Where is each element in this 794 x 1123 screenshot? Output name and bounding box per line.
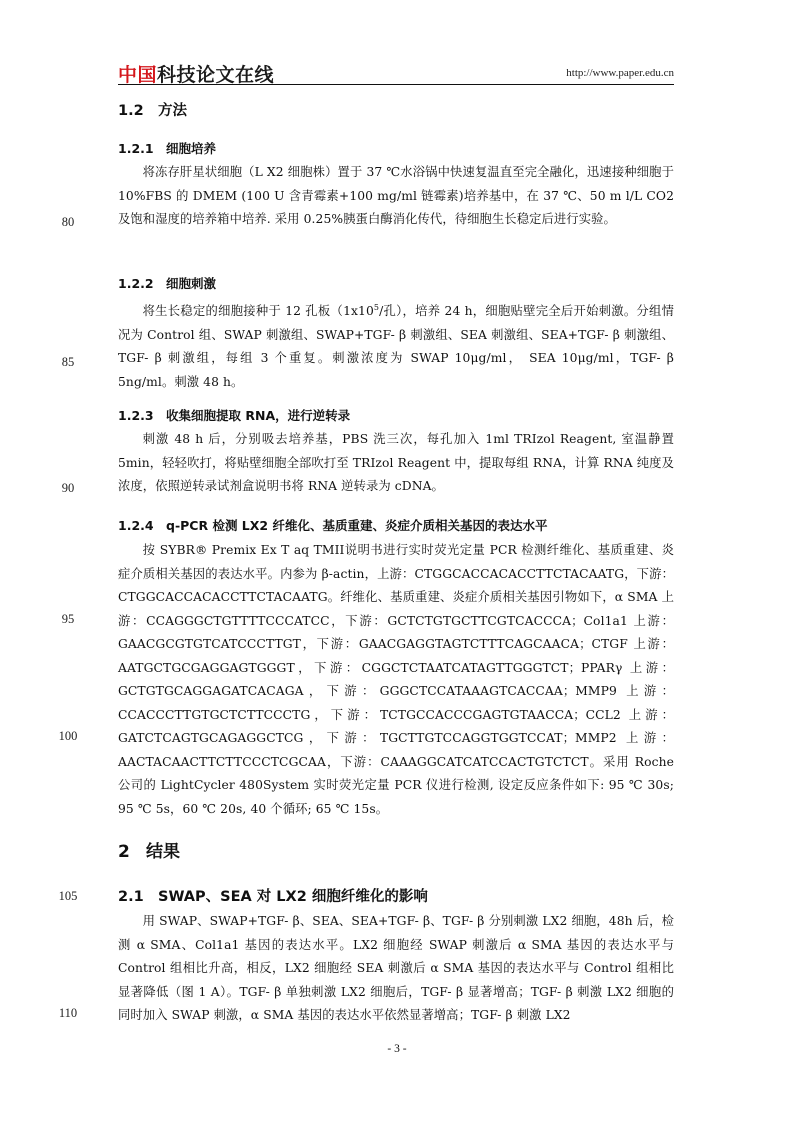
subsection-heading-2-1: 2.1 SWAP、SEA 对 LX2 细胞纤维化的影响 — [118, 889, 428, 905]
line-number: 95 — [61, 612, 75, 626]
paragraph-cell-stimulation: 将生长稳定的细胞接种于 12 孔板（$1x10^5/$孔），培养 24 h，细胞贴壁完全后开始刺激。分组情况为 Control 组、SWAP 刺激组、SWAP+TGF- β 刺激组、SEA 刺激组、SEA+TGF- β 刺激组、TGF- β 刺激组，每组 3 个重复。刺激浓度为 SWAP 10μg/ml， SEA 10μg/ml，TGF- β 5ng/ml。刺激 48 h。 — [118, 303, 674, 389]
subsection-heading-1-2-1: 1.2.1 细胞培养 — [118, 141, 217, 156]
paragraph-results-fibrosis: 用 SWAP、SWAP+TGF- β、SEA、SEA+TGF- β、TGF- β 分别刺激 LX2 细胞，48h 后，检测 α SMA、Col1a1 基因的表达水平。LX2 细胞经 SWAP 刺激后 α SMA 基因的表达水平与 Control 组相比升高，相反，LX2 细胞经 SEA 刺激后 α SMA 基因的表达水平与 Control 组相比显著降低（图 1 A）。TGF- β 单独刺激 LX2 细胞后，TGF- β 显著增高；TGF- β 刺激 LX2 细胞的同时加入 SWAP 刺激，α SMA 基因的表达水平依然显著增高；TGF- β 刺激 LX2 — [118, 914, 674, 1022]
paragraph-rna-extraction: 刺激 48 h 后，分别吸去培养基，PBS 洗三次，每孔加入 1ml TRIzol Reagent, 室温静置 5min，轻轻吹打，将贴壁细胞全部吹打至 TRIzol Reagent 中，提取每组 RNA，计算 RNA 纯度及浓度，依照逆转录试剂盒说明书将 RNA 逆转录为 cDNA。 — [118, 432, 674, 493]
line-number: 80 — [61, 215, 75, 229]
paragraph-qpcr: 按 SYBR® Premix Ex T aq TMII说明书进行实时荧光定量 PCR 检测纤维化、基质重建、炎症介质相关基因的表达水平。内参为 β-actin，上游：CTGGCACCACACCTTCTACAATG，下游：CTGGCACCACACCTTCTACAATG。纤维化、基质重建、炎症介质相关基因引物如下，α SMA 上游：CCAGGGCTGTTTTCCCATCC，下游：GCTCTGTGCTTCGTCACCCA；Col1a1 上游：GAACGCGTGTCATCCCTTGT，下游：GAACGAGGTAGTCTTTCAGCAACA；CTGF 上游：AATGCTGCGAGGAGTGGGT，下游：CGGCTCTAATCATAGTTGGGTCT；PPARγ 上游：GCTGTGCAGGAGATCACAGA，下游：GGGCTCCATAAAGTCACCAA；MMP9 上游：CCACCCTTGTGCTCTTCCCTG，下游：TCTGCCACCCGAGTGTAACCA；CCL2 上游：GATCTCAGTGCAGAGGCTCG，下游：TGCTTGTCCAGGTGGTCCAT；MMP2 上游：AACTACAACTTCTTCCCTCGCAA，下游：CAAAGGCATCATCCACTGTCTCT。采用 Roche 公司的 LightCycler 480System 实时荧光定量 PCR 仪进行检测, 设定反应条件如下: 95 ℃ 30s; 95 ℃ 5s，60 ℃ 20s, 40 个循环; 65 ℃ 15s。 — [118, 543, 674, 816]
subsection-heading-1-2-3: 1.2.3 收集细胞提取 RNA，进行逆转录 — [118, 408, 351, 423]
paragraph-cell-culture: 将冻存肝星状细胞（L X2 细胞株）置于 37 ℃水浴锅中快速复温直至完全融化，迅速接种细胞于 10%FBS 的 DMEM (100 U 含青霉素+100 mg/ml 链霉素)培养基中，在 37 ℃、50 m l/L CO2 及饱和湿度的培养箱中培养. 采用 0.25%胰蛋白酶消化传代，待细胞生长稳定后进行实验。 — [118, 165, 674, 226]
line-number: 85 — [61, 355, 75, 369]
journal-logo: 中国科技论文在线 — [118, 64, 275, 86]
subsection-heading-1-2-4: 1.2.4 q-PCR 检测 LX2 纤维化、基质重建、炎症介质相关基因的表达水平 — [118, 518, 548, 533]
section-heading-2: 2 结果 — [118, 842, 180, 862]
line-number: 105 — [58, 889, 78, 903]
line-number: 110 — [58, 1006, 78, 1020]
line-number: 100 — [58, 729, 78, 743]
line-number: 90 — [61, 481, 75, 495]
header-url[interactable]: http://www.paper.edu.cn — [566, 67, 674, 79]
section-heading-1-2: 1.2 方法 — [118, 103, 187, 119]
page-header — [118, 58, 674, 85]
subsection-heading-1-2-2: 1.2.2 细胞刺激 — [118, 276, 217, 291]
page-number: - 3 - — [387, 1043, 407, 1055]
